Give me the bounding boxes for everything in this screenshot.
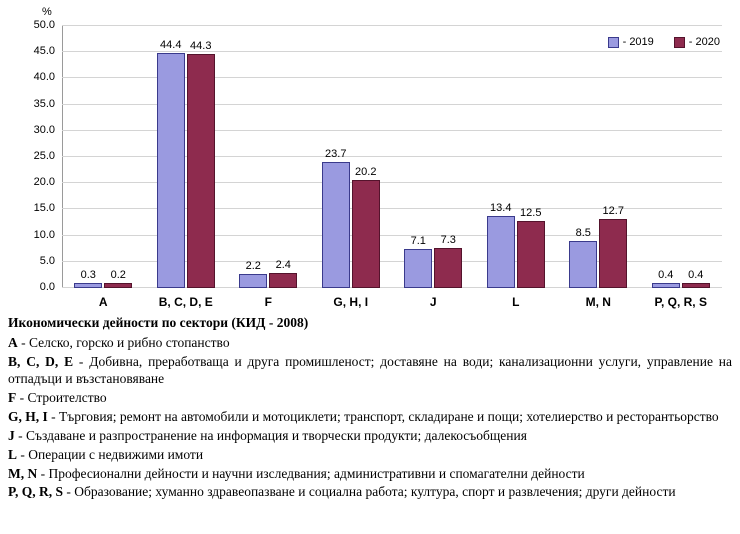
legend-label-2020: - 2020 <box>688 36 720 48</box>
legend-label-2019: - 2019 <box>622 36 654 48</box>
bar-2019[interactable] <box>404 234 432 288</box>
y-axis-tick-label: 10.0 <box>33 228 55 241</box>
note-item <box>8 408 732 426</box>
note-text: - Професионални дейности и научни изследвания; административни и спомагателни дейности <box>37 465 585 481</box>
note-code: A <box>8 334 18 350</box>
x-axis-tick-label: P, Q, R, S <box>654 295 707 309</box>
bar-value-label: 0.3 <box>80 269 96 282</box>
note-code: L <box>8 446 18 462</box>
note-code: F <box>8 390 17 406</box>
bar-group <box>475 26 558 309</box>
note-text: - Строителство <box>16 390 107 406</box>
x-axis-tick-label: L <box>512 295 520 309</box>
bar-group <box>392 26 475 309</box>
note-item <box>8 483 732 501</box>
bar-2020[interactable] <box>599 205 627 288</box>
bar-value-label: 0.2 <box>110 269 126 282</box>
note-code: J <box>8 427 15 443</box>
note-text: - Образование; хуманно здравеопазване и социална работа; култура, спорт и развлечения; други дейности <box>63 484 676 500</box>
bar-value-label: 0.4 <box>658 269 674 282</box>
bar-2020[interactable] <box>434 233 462 288</box>
bar-value-label: 12.5 <box>520 206 542 219</box>
bar-value-label: 20.2 <box>355 166 377 179</box>
bar-2020[interactable] <box>682 269 710 288</box>
x-axis-tick-label: G, H, I <box>333 295 369 309</box>
bar-group <box>640 26 723 309</box>
bar-value-label: 8.5 <box>575 227 591 240</box>
bars <box>640 26 723 288</box>
x-axis-tick-label: M, N <box>585 295 611 309</box>
bar-value-label: 13.4 <box>490 201 512 214</box>
note-item <box>8 446 732 464</box>
notes-section <box>8 314 732 502</box>
bar-value-label: 44.4 <box>160 39 182 52</box>
y-axis-tick-label: 40.0 <box>33 71 55 84</box>
bar-group <box>145 26 228 309</box>
note-code: G, H, I <box>8 409 48 425</box>
bar-value-label: 0.4 <box>688 269 704 282</box>
note-code: P, Q, R, S <box>8 484 64 500</box>
notes-list <box>8 334 732 501</box>
bar-2019[interactable] <box>157 39 185 288</box>
bar-2020[interactable] <box>187 39 215 288</box>
note-item <box>8 353 732 389</box>
x-axis-tick-label: F <box>264 295 272 309</box>
bar-2019[interactable] <box>569 227 597 288</box>
bar-2020[interactable] <box>352 166 380 288</box>
bar-value-label: 23.7 <box>325 147 347 160</box>
bar-2019[interactable] <box>487 201 515 288</box>
bar-group <box>310 26 393 309</box>
y-axis-tick-label: 5.0 <box>39 254 55 267</box>
y-axis-tick-label: 0.0 <box>39 281 55 293</box>
bar-groups <box>62 26 722 309</box>
bar-value-label: 2.2 <box>245 260 261 273</box>
y-axis-tick-label: 20.0 <box>33 176 55 189</box>
y-axis-tick-label: 35.0 <box>33 97 55 110</box>
y-axis-tick-label: 30.0 <box>33 123 55 136</box>
x-axis-tick-label: J <box>429 295 437 309</box>
note-item <box>8 334 732 352</box>
bars <box>310 26 393 288</box>
note-code: M, N <box>8 465 38 481</box>
y-axis-tick-label: 25.0 <box>33 150 55 162</box>
note-text: - Операции с недвижими имоти <box>17 446 204 462</box>
bar-2019[interactable] <box>652 269 680 288</box>
bar-group <box>227 26 310 309</box>
bar-group <box>62 26 145 309</box>
bar-2019[interactable] <box>322 147 350 288</box>
note-item <box>8 427 732 445</box>
bars <box>227 26 310 288</box>
note-text: - Търговия; ремонт на автомобили и мотоциклети; транспорт, складиране и пощи; хотелиерство и ресторантьорство <box>47 409 719 425</box>
y-axis-tick-label: 45.0 <box>33 45 55 58</box>
bar-2019[interactable] <box>74 269 102 288</box>
bar-value-label: 2.4 <box>275 259 291 272</box>
bar-value-label: 44.3 <box>190 39 212 52</box>
note-item <box>8 465 732 483</box>
bars <box>392 26 475 288</box>
note-code: B, C, D, E <box>8 353 74 369</box>
note-text: - Добивна, преработваща и друга промишленост; доставяне на води; канализационни услуги, управление на отпадъци и възстановяване <box>8 353 732 387</box>
bars <box>475 26 558 288</box>
bar-2020[interactable] <box>269 259 297 288</box>
x-axis-tick-label: B, C, D, E <box>158 295 213 309</box>
bars <box>62 26 145 288</box>
x-axis-tick-label: A <box>98 295 108 309</box>
y-axis-unit-label: % <box>42 6 52 18</box>
bar-value-label: 7.1 <box>410 234 426 247</box>
bar-group <box>557 26 640 309</box>
notes-title: Икономически дейности по сектори (КИД - 2008) <box>8 315 309 330</box>
bars <box>145 26 228 288</box>
note-item <box>8 389 732 407</box>
bar-2020[interactable] <box>517 206 545 289</box>
bar-value-label: 12.7 <box>602 205 624 218</box>
y-axis-tick-label: 15.0 <box>33 202 55 215</box>
bar-value-label: 7.3 <box>440 233 456 246</box>
note-text: - Създаване и разпространение на информация и творчески продукти; далекосъобщения <box>14 427 527 443</box>
bar-2019[interactable] <box>239 260 267 288</box>
bar-2020[interactable] <box>104 269 132 288</box>
note-text: - Селско, горско и рибно стопанство <box>17 334 230 350</box>
y-axis-tick-label: 50.0 <box>33 19 55 31</box>
plot-area <box>33 19 722 309</box>
bars <box>557 26 640 288</box>
